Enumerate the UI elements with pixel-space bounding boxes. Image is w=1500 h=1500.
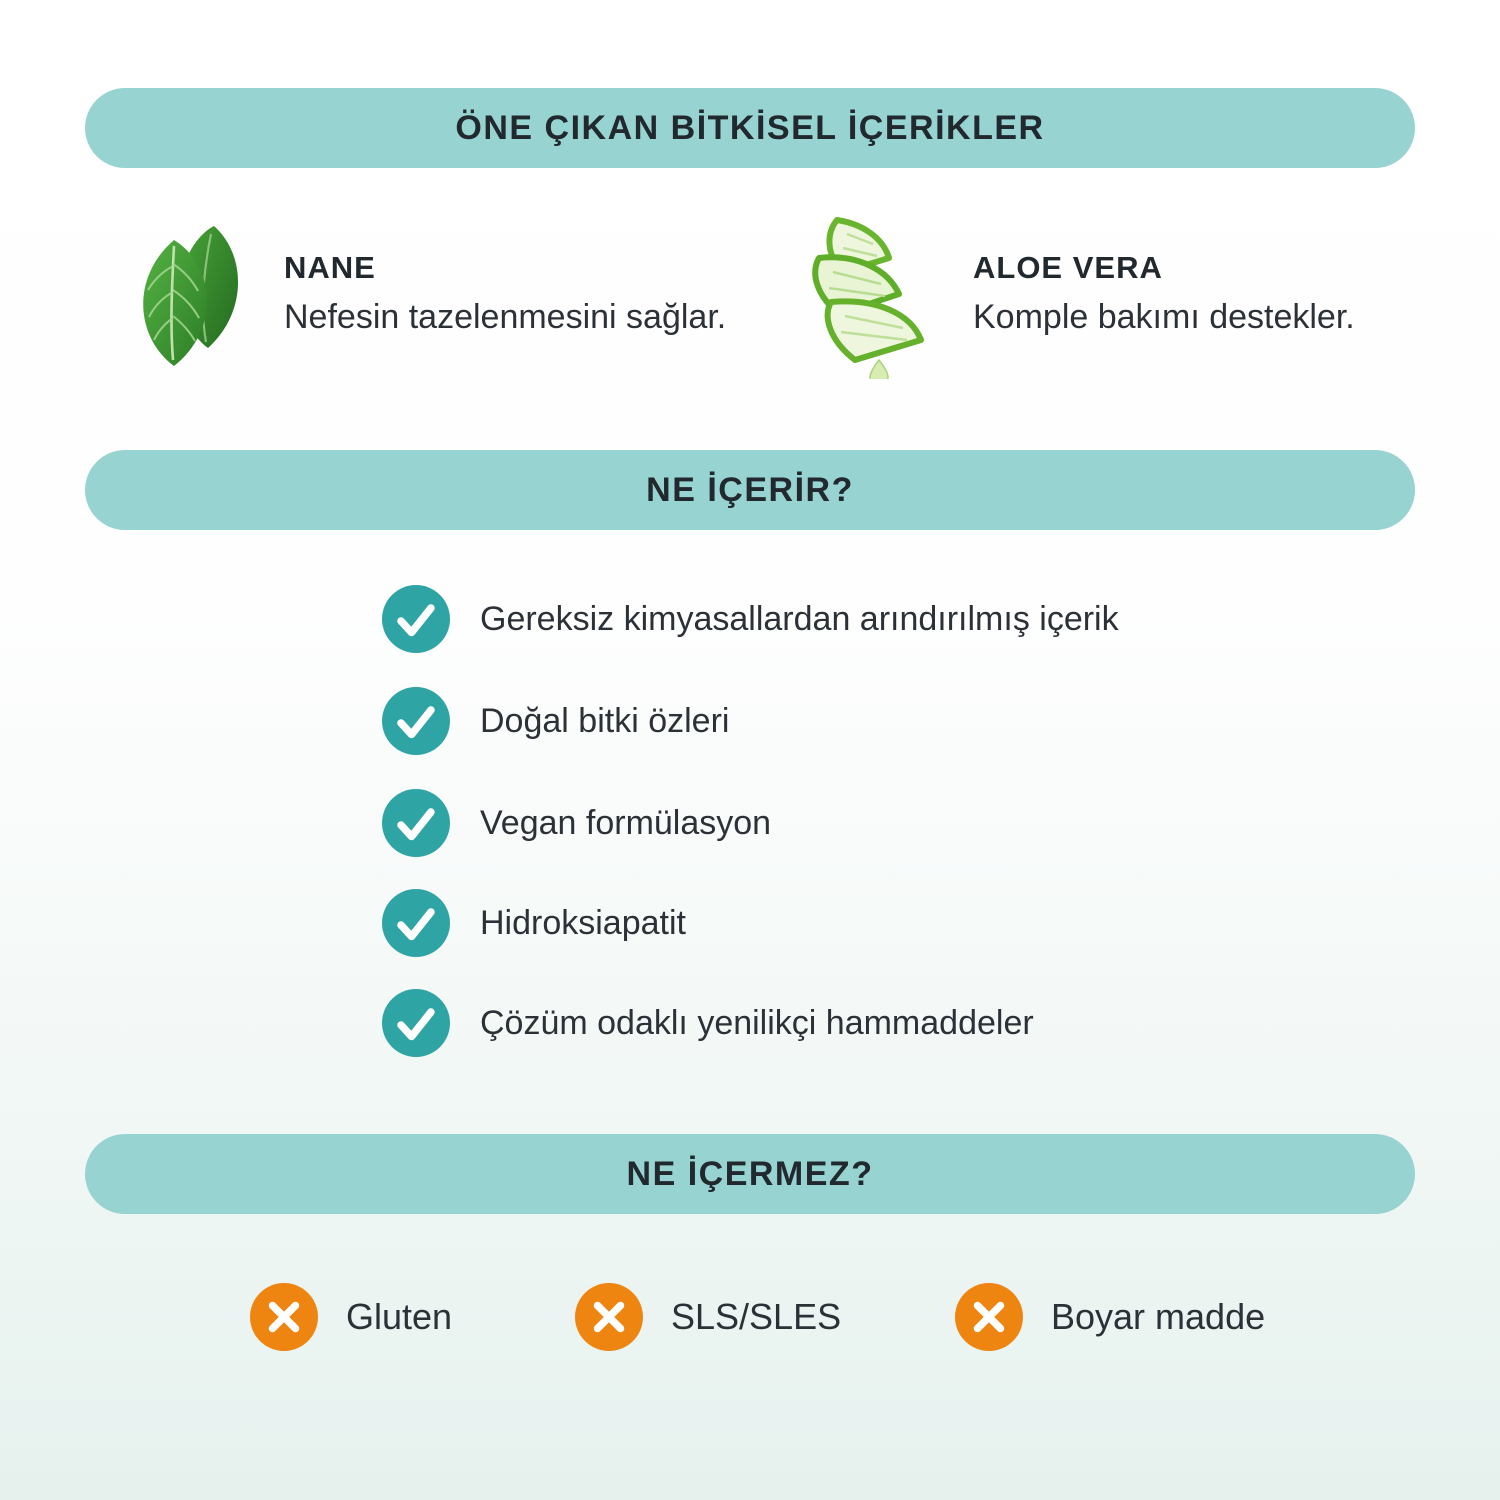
section-header-excludes — [85, 1134, 1415, 1214]
cross-icon — [250, 1283, 318, 1351]
check-icon — [382, 989, 450, 1057]
contains-item-label: Vegan formülasyon — [480, 803, 772, 842]
contains-title: NE İÇERİR? — [646, 470, 854, 509]
excludes-item-label: Boyar madde — [1051, 1296, 1266, 1337]
excludes-title: NE İÇERMEZ? — [626, 1154, 874, 1193]
contains-item-label: Hidroksiapatit — [480, 903, 686, 942]
ingredient-description: Nefesin tazelenmesini sağlar. — [284, 298, 727, 336]
excludes-item — [955, 1283, 1265, 1351]
ingredient-name: NANE — [284, 250, 376, 285]
contains-item — [382, 889, 686, 957]
excludes-item — [250, 1283, 452, 1351]
ingredient-aloe — [785, 214, 1355, 379]
contains-item-label: Çözüm odaklı yenilikçi hammaddeler — [480, 1003, 1034, 1042]
excludes-item — [575, 1283, 841, 1351]
contains-item — [382, 989, 1034, 1057]
contains-item — [382, 585, 1119, 653]
aloe-text-block — [973, 250, 1355, 337]
mint-text-block — [284, 250, 726, 337]
excludes-item-label: Gluten — [346, 1296, 453, 1337]
section-header-contains — [85, 450, 1415, 530]
ingredient-description: Komple bakımı destekler. — [973, 298, 1355, 336]
check-icon — [382, 585, 450, 653]
mint-leaves-image — [112, 214, 272, 379]
ingredient-name: ALOE VERA — [973, 250, 1163, 285]
aloe-vera-image — [785, 214, 945, 379]
cross-icon — [955, 1283, 1023, 1351]
contains-item-label: Doğal bitki özleri — [480, 701, 730, 740]
check-icon — [382, 889, 450, 957]
section-header-featured — [85, 88, 1415, 168]
contains-item — [382, 789, 771, 857]
contains-item-label: Gereksiz kimyasallardan arındırılmış içerik — [480, 599, 1119, 638]
ingredient-mint — [112, 214, 726, 379]
excludes-item-label: SLS/SLES — [671, 1296, 842, 1337]
contains-item — [382, 687, 729, 755]
check-icon — [382, 789, 450, 857]
featured-title: ÖNE ÇIKAN BİTKİSEL İÇERİKLER — [455, 108, 1045, 147]
cross-icon — [575, 1283, 643, 1351]
check-icon — [382, 687, 450, 755]
